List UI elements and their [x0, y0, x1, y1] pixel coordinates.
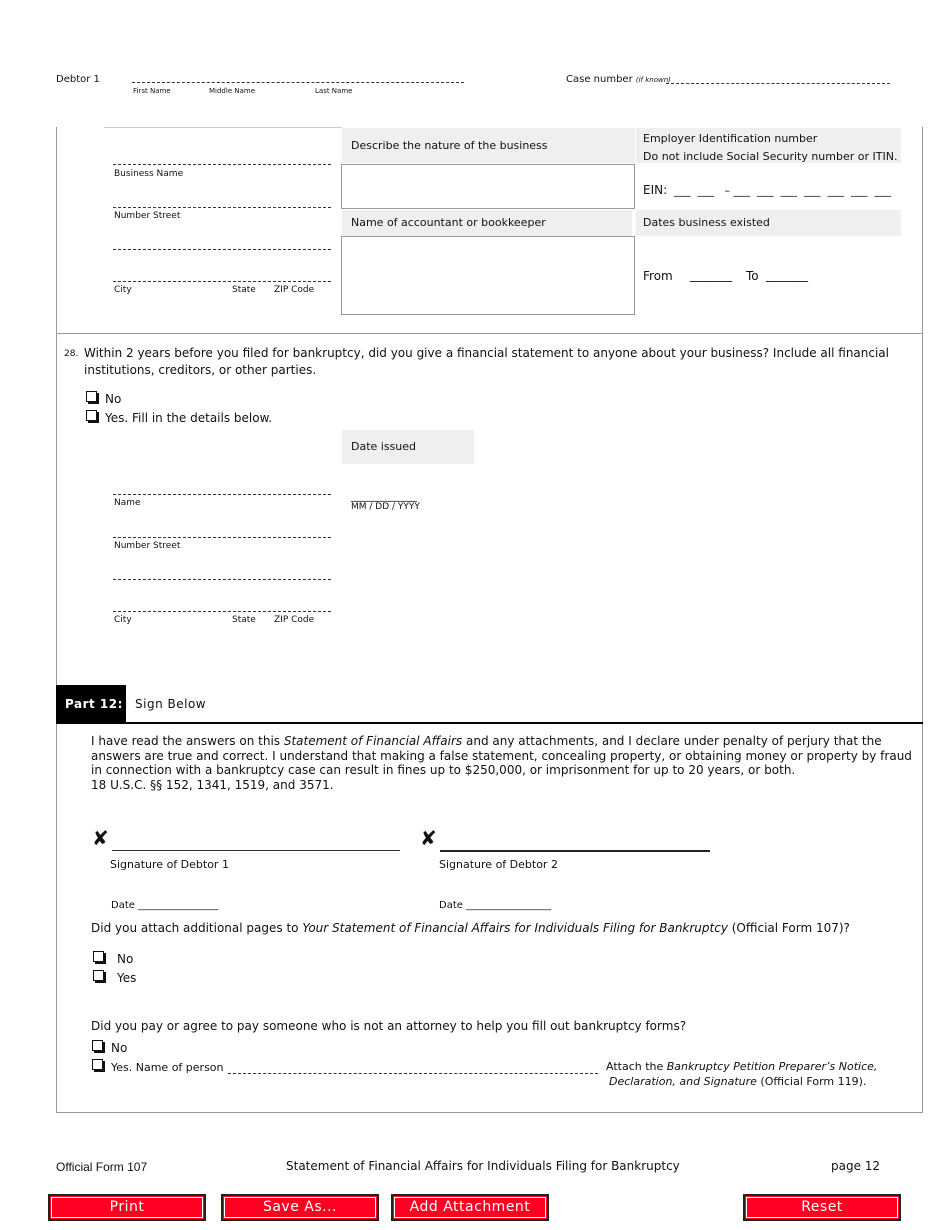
- to-field[interactable]: _______: [766, 268, 808, 282]
- q28-name-label: Name: [114, 498, 141, 508]
- pay-no-checkbox[interactable]: [92, 1040, 103, 1051]
- signature-debtor1-label: Signature of Debtor 1: [110, 858, 229, 871]
- footer-title: Statement of Financial Affairs for Individuals Filing for Bankruptcy: [286, 1159, 680, 1173]
- first-name-label: First Name: [133, 87, 171, 95]
- footer-form: Official Form 107: [56, 1160, 148, 1174]
- debtor-name-field[interactable]: [132, 82, 464, 83]
- business-name-label: Business Name: [114, 169, 184, 179]
- declaration-line1: I have read the answers on this Statement of Financial Affairs and any attachments, and I declare under penalty of perjury that the: [91, 734, 882, 748]
- date-issued-field[interactable]: ____________: [351, 489, 417, 502]
- q28-name-field[interactable]: [113, 494, 331, 495]
- q28-text-line1: Within 2 years before you filed for bankruptcy, did you give a financial statement to anyone about your business? Include all financial: [84, 346, 889, 360]
- preparer-name-field[interactable]: [228, 1073, 598, 1074]
- from-field[interactable]: _______: [690, 268, 732, 282]
- attach-no-checkbox[interactable]: [93, 951, 104, 962]
- accountant-header: [342, 210, 632, 236]
- date-issued-header: [342, 430, 474, 464]
- q28-no-checkbox[interactable]: [86, 391, 97, 402]
- business-city-label: City: [114, 285, 132, 295]
- q28-street2-field[interactable]: [113, 579, 331, 580]
- q28-street-label: Number Street: [114, 541, 181, 551]
- business-street-field[interactable]: [113, 207, 331, 208]
- q28-state-label: State: [232, 615, 256, 625]
- part12-rule: [56, 722, 923, 724]
- attach-no-label: No: [117, 952, 134, 966]
- nature-header: [342, 128, 635, 163]
- frame-bottom: [56, 1112, 923, 1113]
- accountant-label: Name of accountant or bookkeeper: [351, 216, 546, 229]
- add-attachment-button[interactable]: Add Attachment: [391, 1194, 549, 1221]
- preparer-attach-note: Attach the Bankruptcy Petition Preparer’s Notice,: [606, 1060, 878, 1073]
- business-city-field[interactable]: [113, 281, 331, 282]
- declaration-line3: in connection with a bankruptcy case can result in fines up to $250,000, or imprisonment for up to 20 years, or both.: [91, 763, 796, 777]
- print-button[interactable]: Print: [48, 1194, 206, 1221]
- save-as-button[interactable]: Save As...: [221, 1194, 379, 1221]
- q28-yes-checkbox[interactable]: [86, 410, 97, 421]
- q28-yes-label: Yes. Fill in the details below.: [105, 411, 273, 425]
- business-zip-label: ZIP Code: [274, 285, 315, 295]
- q28-text-line2: institutions, creditors, or other parties.: [84, 363, 317, 377]
- nature-input[interactable]: [341, 164, 635, 209]
- from-label: From: [643, 269, 673, 283]
- signature-x-icon: ✘: [92, 826, 109, 850]
- business-street-label: Number Street: [114, 211, 181, 221]
- dates-label: Dates business existed: [643, 216, 770, 229]
- date-issued-label: Date issued: [351, 440, 417, 453]
- part12-title: Sign Below: [135, 697, 207, 711]
- ein-label: EIN:: [643, 183, 668, 197]
- case-number-label: Case number (if known): [566, 74, 671, 85]
- to-label: To: [746, 269, 759, 283]
- dates-header: [636, 210, 901, 236]
- frame-left: [56, 127, 57, 1113]
- preparer-attach-note2: Declaration, and Signature (Official Form 119).: [609, 1075, 867, 1088]
- nature-label: Describe the nature of the business: [351, 139, 548, 152]
- ein-title: Employer Identification number: [643, 132, 818, 145]
- q28-number: 28.: [64, 349, 79, 359]
- middle-name-label: Middle Name: [209, 87, 255, 95]
- ein-field[interactable]: ___ ___ – ___ ___ ___ ___ ___ ___ ___: [674, 184, 891, 197]
- debtor-label: Debtor 1: [56, 74, 100, 85]
- signature-debtor1-field[interactable]: [112, 850, 400, 851]
- signature-debtor2-label: Signature of Debtor 2: [439, 858, 558, 871]
- pay-no-label: No: [111, 1041, 128, 1055]
- reset-button[interactable]: Reset: [743, 1194, 901, 1221]
- ein-header: [636, 128, 901, 163]
- date-format-label: MM / DD / YYYY: [351, 502, 420, 512]
- divider-business: [56, 333, 923, 334]
- attach-question: Did you attach additional pages to Your Statement of Financial Affairs for Individuals Filing for Bankruptcy (Official Form 107)?: [91, 921, 850, 935]
- business-state-label: State: [232, 285, 256, 295]
- last-name-label: Last Name: [315, 87, 353, 95]
- pay-yes-checkbox[interactable]: [92, 1059, 103, 1070]
- business-street2-field[interactable]: [113, 249, 331, 250]
- signature-x-icon: ✘: [420, 826, 437, 850]
- signature-debtor2-field[interactable]: [440, 850, 710, 852]
- q28-street-field[interactable]: [113, 537, 331, 538]
- frame-right: [922, 127, 923, 1113]
- pay-yes-label: Yes. Name of person: [111, 1061, 224, 1074]
- q28-no-label: No: [105, 392, 122, 406]
- footer-page: page 12: [831, 1159, 881, 1173]
- declaration-line4: 18 U.S.C. §§ 152, 1341, 1519, and 3571.: [91, 778, 334, 792]
- q28-zip-label: ZIP Code: [274, 615, 315, 625]
- q28-city-field[interactable]: [113, 611, 331, 612]
- business-name-field[interactable]: [113, 164, 331, 165]
- part12-tag: Part 12:: [56, 685, 126, 723]
- ein-note: Do not include Social Security number or ITIN.: [643, 150, 898, 163]
- frame-top-left: [104, 127, 342, 128]
- declaration-line2: answers are true and correct. I understand that making a false statement, concealing property, or obtaining money or property by fraud: [91, 749, 912, 763]
- attach-yes-checkbox[interactable]: [93, 970, 104, 981]
- case-number-field[interactable]: [666, 83, 890, 84]
- date-debtor2-field[interactable]: Date _________________: [439, 900, 552, 911]
- attach-yes-label: Yes: [117, 971, 137, 985]
- q28-city-label: City: [114, 615, 132, 625]
- date-debtor1-field[interactable]: Date ________________: [111, 900, 219, 911]
- accountant-input[interactable]: [341, 236, 635, 315]
- pay-question: Did you pay or agree to pay someone who is not an attorney to help you fill out bankruptcy forms?: [91, 1019, 687, 1033]
